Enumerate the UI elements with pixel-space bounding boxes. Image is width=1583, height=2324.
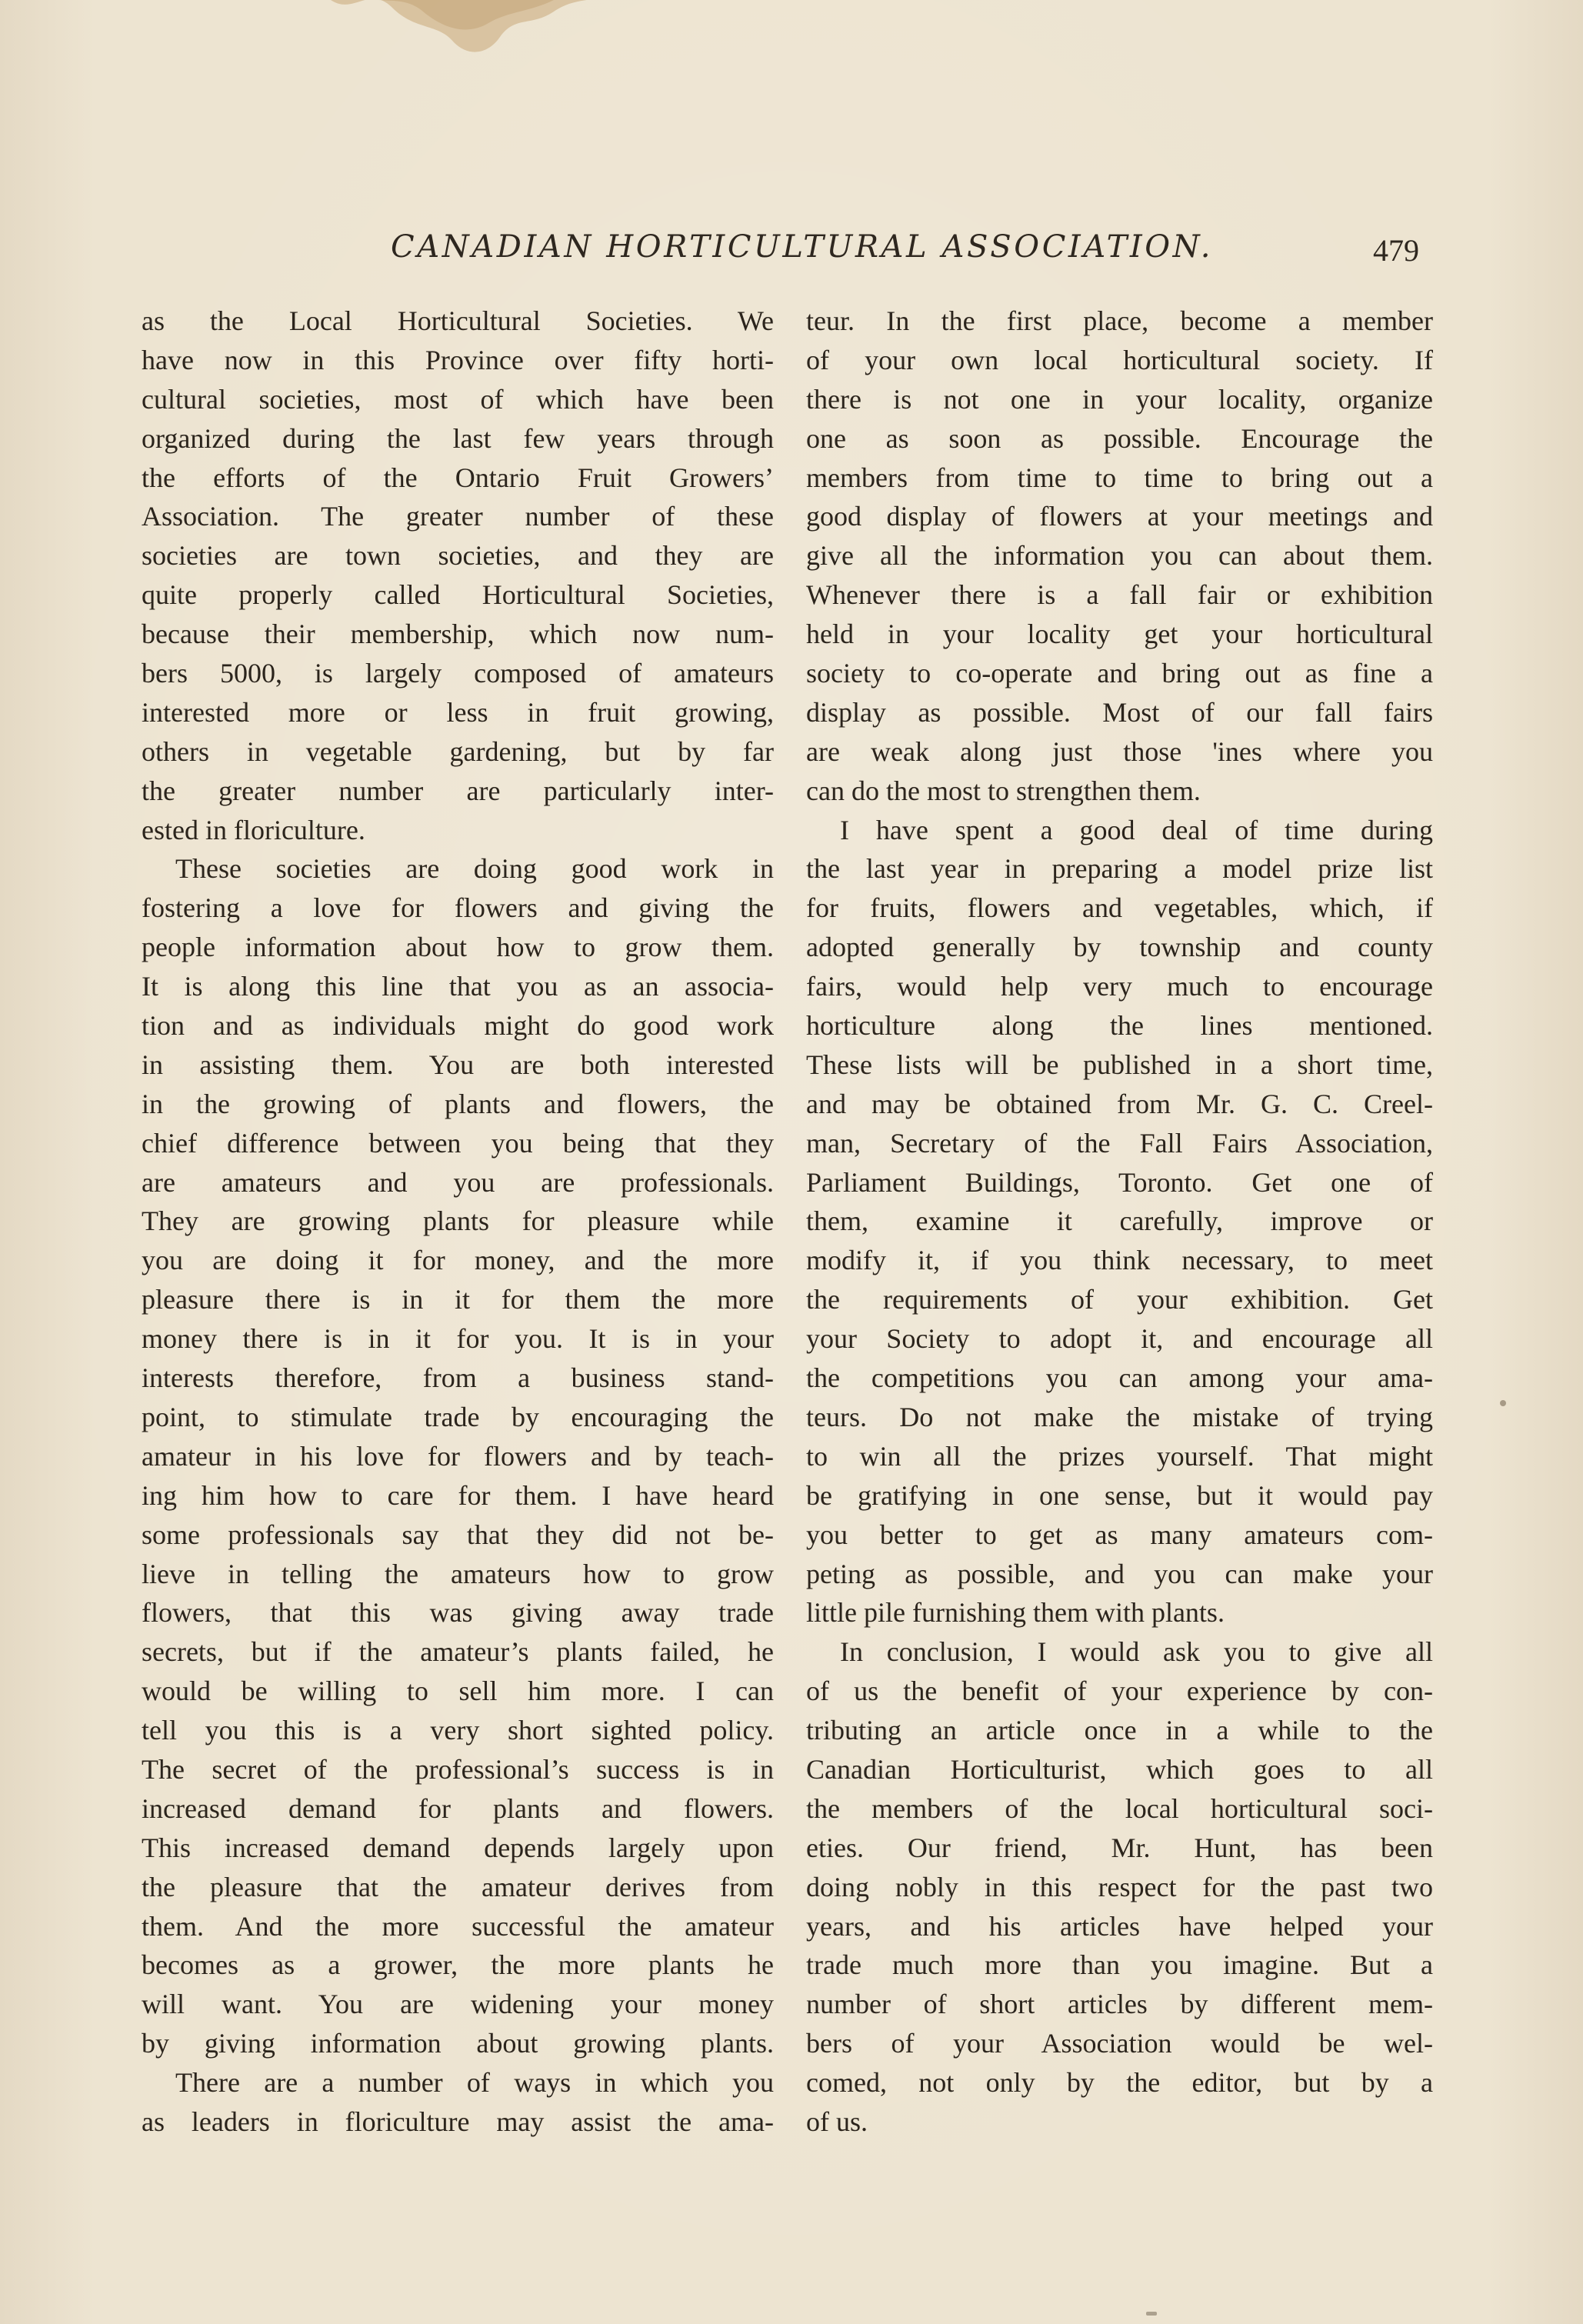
text-line: of us. bbox=[806, 2106, 868, 2137]
text-line: amateur in his love for flowers and by teach- bbox=[142, 1440, 774, 1472]
text-line: doing nobly in this respect for the past two bbox=[806, 1871, 1433, 1902]
text-line: them. And the more successful the amateur bbox=[142, 1910, 774, 1942]
text-line: number of short articles by different mem- bbox=[806, 1989, 1433, 2020]
text-line: lieve in telling the amateurs how to grow bbox=[142, 1558, 774, 1589]
paragraph-start-line: In conclusion, I would ask you to give all bbox=[840, 1636, 1433, 1668]
text-line: the competitions you can among your ama- bbox=[806, 1362, 1433, 1394]
paragraph-start-line: There are a number of ways in which you bbox=[175, 2067, 774, 2099]
text-line: chief difference between you being that they bbox=[142, 1127, 774, 1159]
text-line: eties. Our friend, Mr. Hunt, has been bbox=[806, 1832, 1433, 1863]
text-line: interests therefore, from a business stand- bbox=[142, 1362, 774, 1394]
text-line: will want. You are widening your money bbox=[142, 1989, 774, 2020]
text-line: quite properly called Horticultural Societies, bbox=[142, 579, 774, 611]
text-line: teurs. Do not make the mistake of trying bbox=[806, 1401, 1433, 1432]
text-line: teur. In the first place, become a member bbox=[806, 305, 1433, 336]
text-line: have now in this Province over fifty horti- bbox=[142, 344, 774, 375]
text-line: them, examine it carefully, improve or bbox=[806, 1205, 1433, 1237]
text-line: give all the information you can about them. bbox=[806, 540, 1433, 572]
text-line: money there is in it for you. It is in your bbox=[142, 1323, 774, 1355]
text-line: the requirements of your exhibition. Get bbox=[806, 1284, 1433, 1315]
text-line: peting as possible, and you can make your bbox=[806, 1558, 1433, 1589]
text-line: point, to stimulate trade by encouraging the bbox=[142, 1401, 774, 1432]
text-line: of us the benefit of your experience by con- bbox=[806, 1675, 1433, 1707]
text-line: These lists will be published in a short time, bbox=[806, 1049, 1433, 1080]
water-stain-mark bbox=[323, 0, 615, 62]
text-line: societies are town societies, and they are bbox=[142, 540, 774, 572]
text-line: members from time to time to bring out a bbox=[806, 462, 1433, 493]
text-line: the members of the local horticultural soci- bbox=[806, 1792, 1433, 1824]
text-line: the last year in preparing a model prize list bbox=[806, 853, 1433, 885]
text-line: in assisting them. You are both interested bbox=[142, 1049, 774, 1080]
paragraph-start-line: I have spent a good deal of time during bbox=[840, 814, 1433, 845]
text-line: good display of flowers at your meetings and bbox=[806, 501, 1433, 532]
text-line: as leaders in floriculture may assist the ama- bbox=[142, 2106, 774, 2137]
text-line: bers of your Association would be wel- bbox=[806, 2028, 1433, 2059]
text-line: tion and as individuals might do good work bbox=[142, 1010, 774, 1042]
text-line: for fruits, flowers and vegetables, which, if bbox=[806, 892, 1433, 924]
ink-speck bbox=[1500, 1400, 1506, 1406]
text-line: because their membership, which now num- bbox=[142, 619, 774, 650]
text-line: you are doing it for money, and the more bbox=[142, 1245, 774, 1276]
text-line: people information about how to grow them. bbox=[142, 932, 774, 963]
text-line: secrets, but if the amateur’s plants failed, he bbox=[142, 1636, 774, 1668]
text-line: are amateurs and you are professionals. bbox=[142, 1166, 774, 1198]
text-line: Association. The greater number of these bbox=[142, 501, 774, 532]
text-line: tell you this is a very short sighted policy. bbox=[142, 1715, 774, 1746]
text-line: organized during the last few years through bbox=[142, 422, 774, 454]
right-column bbox=[806, 302, 1433, 2142]
text-line: ested in floriculture. bbox=[142, 814, 365, 845]
text-line: years, and his articles have helped your bbox=[806, 1910, 1433, 1942]
text-line: flowers, that this was giving away trade bbox=[142, 1597, 774, 1629]
text-line: ing him how to care for them. I have heard bbox=[142, 1479, 774, 1511]
text-line: trade much more than you imagine. But a bbox=[806, 1949, 1433, 1981]
left-column bbox=[142, 302, 774, 2142]
running-title: CANADIAN HORTICULTURAL ASSOCIATION. bbox=[391, 229, 1214, 265]
text-line: Parliament Buildings, Toronto. Get one of bbox=[806, 1166, 1433, 1198]
text-line: fostering a love for flowers and giving the bbox=[142, 892, 774, 924]
paragraph-start-line: These societies are doing good work in bbox=[175, 853, 774, 885]
text-line: the pleasure that the amateur derives from bbox=[142, 1871, 774, 1902]
text-line: Canadian Horticulturist, which goes to all bbox=[806, 1753, 1433, 1785]
text-line: It is along this line that you as an associa- bbox=[142, 971, 774, 1002]
running-header bbox=[0, 229, 1583, 275]
text-line: in the growing of plants and flowers, the bbox=[142, 1088, 774, 1119]
text-line: modify it, if you think necessary, to meet bbox=[806, 1245, 1433, 1276]
text-line: little pile furnishing them with plants. bbox=[806, 1597, 1225, 1629]
text-line: tributing an article once in a while to the bbox=[806, 1715, 1433, 1746]
text-line: of your own local horticultural society. If bbox=[806, 344, 1433, 375]
text-line: you better to get as many amateurs com- bbox=[806, 1519, 1433, 1550]
page-number: 479 bbox=[1373, 233, 1419, 268]
text-line: can do the most to strengthen them. bbox=[806, 775, 1201, 806]
text-line: bers 5000, is largely composed of amateurs bbox=[142, 658, 774, 689]
text-line: adopted generally by township and county bbox=[806, 932, 1433, 963]
text-line: They are growing plants for pleasure while bbox=[142, 1205, 774, 1237]
text-line: held in your locality get your horticultural bbox=[806, 619, 1433, 650]
text-line: one as soon as possible. Encourage the bbox=[806, 422, 1433, 454]
ink-mark bbox=[1146, 2312, 1157, 2316]
text-line: there is not one in your locality, organize bbox=[806, 383, 1433, 415]
text-line: comed, not only by the editor, but by a bbox=[806, 2067, 1433, 2099]
text-line: by giving information about growing plants. bbox=[142, 2028, 774, 2059]
text-line: others in vegetable gardening, but by far bbox=[142, 735, 774, 767]
text-line: the efforts of the Ontario Fruit Growers’ bbox=[142, 462, 774, 493]
text-line: to win all the prizes yourself. That might bbox=[806, 1440, 1433, 1472]
text-line: man, Secretary of the Fall Fairs Association, bbox=[806, 1127, 1433, 1159]
text-line: increased demand for plants and flowers. bbox=[142, 1792, 774, 1824]
text-line: are weak along just those 'ines where you bbox=[806, 735, 1433, 767]
text-line: society to co-operate and bring out as fine a bbox=[806, 658, 1433, 689]
text-line: display as possible. Most of our fall fairs bbox=[806, 696, 1433, 728]
text-line: The secret of the professional’s success is in bbox=[142, 1753, 774, 1785]
text-line: horticulture along the lines mentioned. bbox=[806, 1010, 1433, 1042]
text-line: Whenever there is a fall fair or exhibition bbox=[806, 579, 1433, 611]
text-line: cultural societies, most of which have been bbox=[142, 383, 774, 415]
text-line: fairs, would help very much to encourage bbox=[806, 971, 1433, 1002]
text-line: becomes as a grower, the more plants he bbox=[142, 1949, 774, 1981]
text-line: your Society to adopt it, and encourage all bbox=[806, 1323, 1433, 1355]
text-line: would be willing to sell him more. I can bbox=[142, 1675, 774, 1707]
text-line: pleasure there is in it for them the more bbox=[142, 1284, 774, 1315]
text-line: the greater number are particularly inter- bbox=[142, 775, 774, 806]
text-line: This increased demand depends largely upon bbox=[142, 1832, 774, 1863]
text-line: be gratifying in one sense, but it would pay bbox=[806, 1479, 1433, 1511]
text-line: some professionals say that they did not be- bbox=[142, 1519, 774, 1550]
text-line: interested more or less in fruit growing, bbox=[142, 696, 774, 728]
text-line: and may be obtained from Mr. G. C. Creel- bbox=[806, 1088, 1433, 1119]
text-line: as the Local Horticultural Societies. We bbox=[142, 305, 774, 336]
